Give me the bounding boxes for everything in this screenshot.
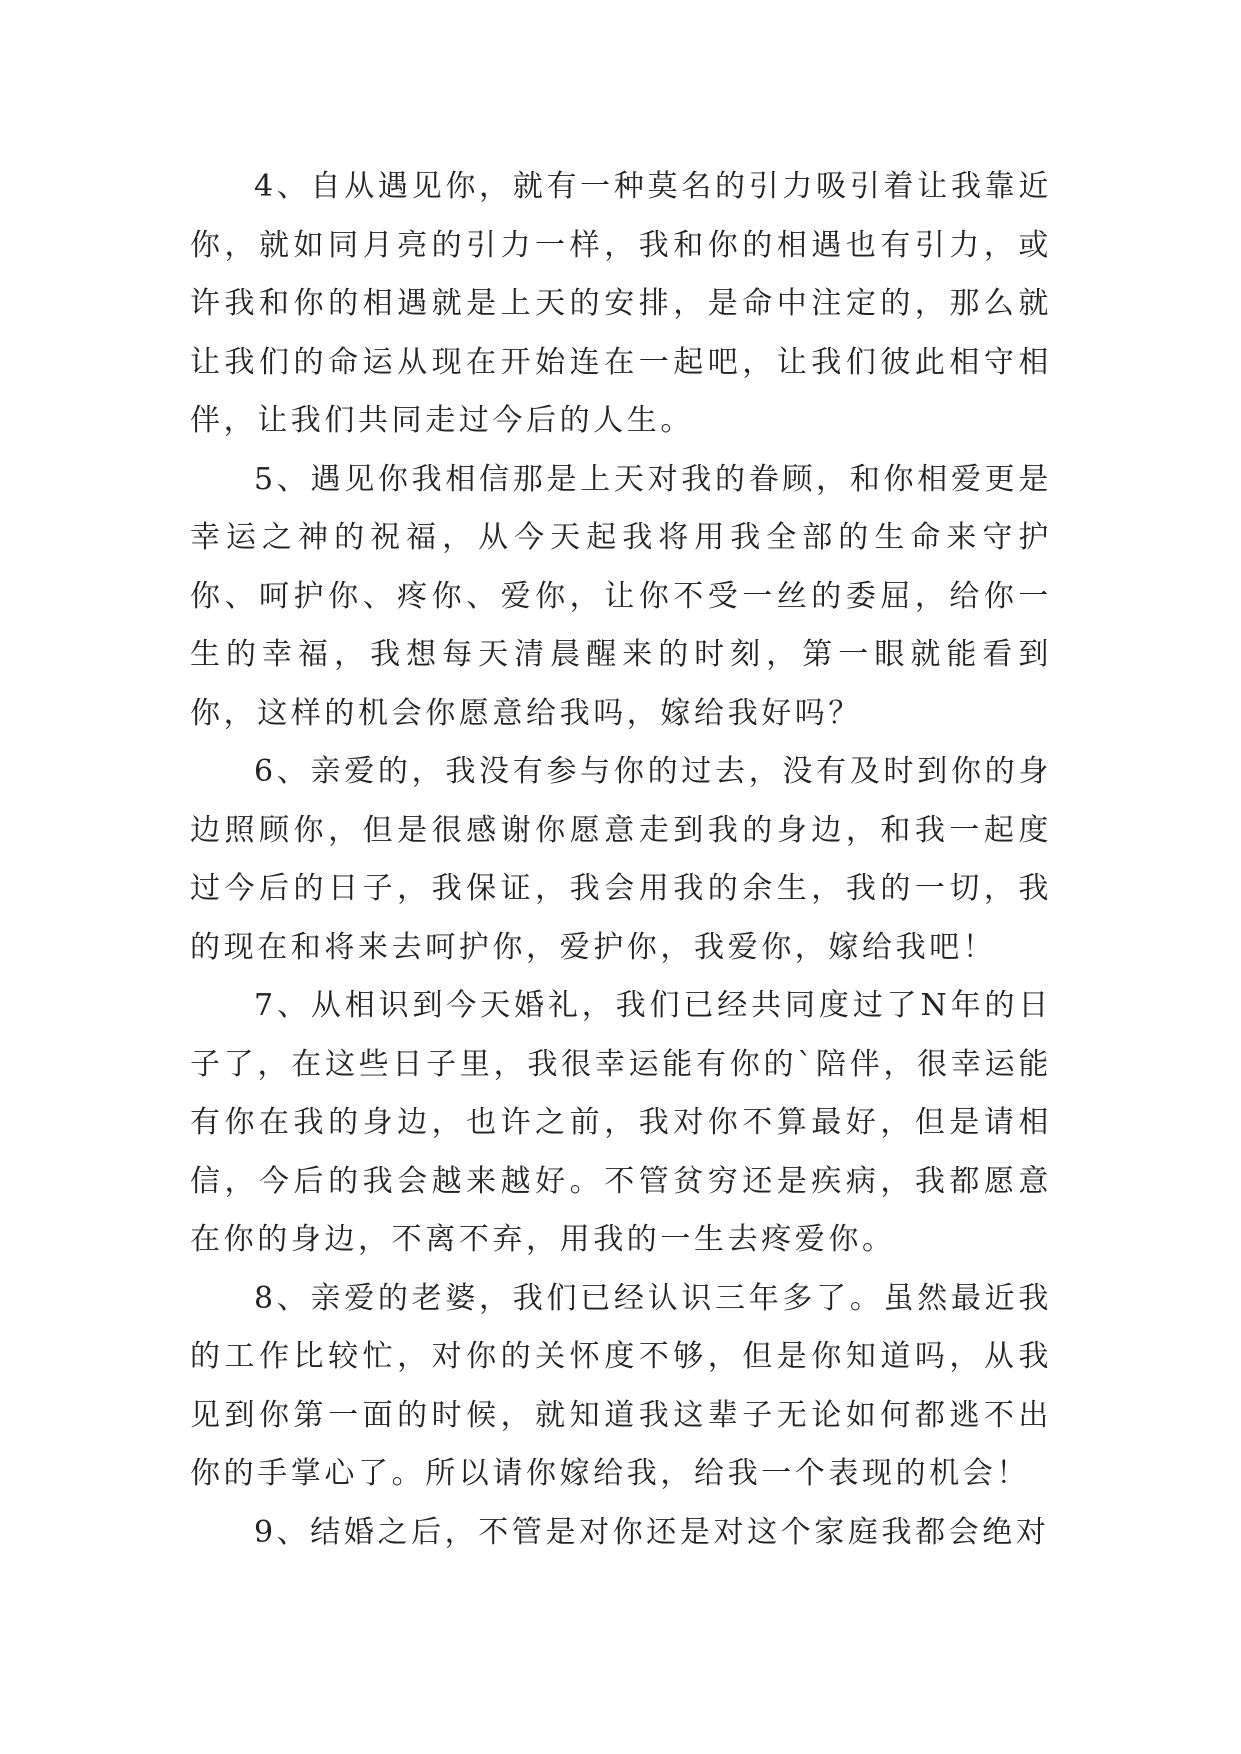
paragraph-7: 7、从相识到今天婚礼，我们已经共同度过了N年的日子了，在这些日子里，我很幸运能有你的`陪伴，很幸运能有你在我的身边，也许之前，我对你不算最好，但是请相信，今后的我会越来越好。不管贫穷还是疾病，我都愿意在你的身边，不离不弃，用我的一生去疼爱你。: [190, 988, 1052, 1257]
paragraph-9: 9、结婚之后，不管是对你还是对这个家庭我都会绝对: [254, 1514, 1050, 1550]
paragraph-4: 4、自从遇见你，就有一种莫名的引力吸引着让我靠近你，就如同月亮的引力一样，我和你的相遇也有引力，或许我和你的相遇就是上天的安排，是命中注定的，那么就让我们的命运从现在开始连在一起吧，让我们彼此相守相伴，让我们共同走过今后的人生。: [190, 169, 1052, 438]
document-body: [190, 158, 1052, 1562]
paragraph-8: 8、亲爱的老婆，我们已经认识三年多了。虽然最近我的工作比较忙，对你的关怀度不够，但是你知道吗，从我见到你第一面的时候，就知道我这辈子无论如何都逃不出你的手掌心了。所以请你嫁给我，给我一个表现的机会！: [190, 1280, 1052, 1491]
paragraph-6: 6、亲爱的，我没有参与你的过去，没有及时到你的身边照顾你，但是很感谢你愿意走到我的身边，和我一起度过今后的日子，我保证，我会用我的余生，我的一切，我的现在和将来去呵护你，爱护你，我爱你，嫁给我吧！: [190, 754, 1052, 965]
paragraph-5: 5、遇见你我相信那是上天对我的眷顾，和你相爱更是幸运之神的祝福，从今天起我将用我全部的生命来守护你、呵护你、疼你、爱你，让你不受一丝的委屈，给你一生的幸福，我想每天清晨醒来的时刻，第一眼就能看到你，这样的机会你愿意给我吗，嫁给我好吗？: [190, 461, 1052, 731]
